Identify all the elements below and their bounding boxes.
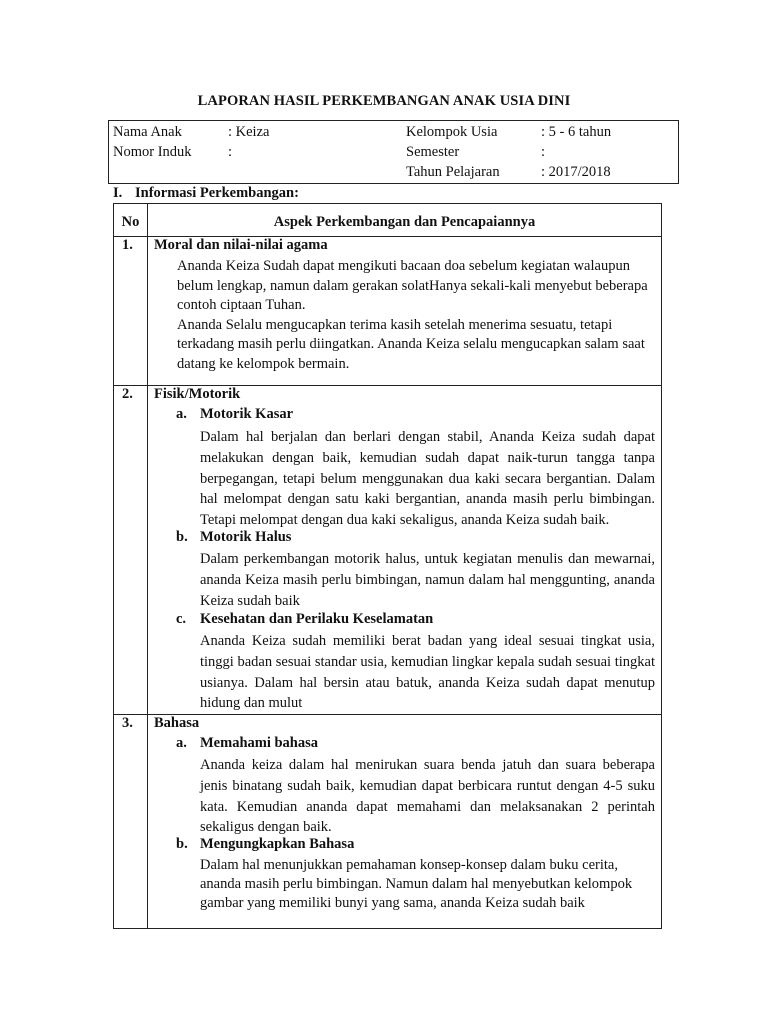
tahun-pelajaran-value: : 2017/2018 [541, 164, 611, 180]
kelompok-usia-label: Kelompok Usia [406, 124, 498, 140]
kelompok-usia-value: : 5 - 6 tahun [541, 124, 612, 140]
row-3a-description: Ananda keiza dalam hal menirukan suara benda jatuh dan suara beberapa jenis binatang sudah baik, kemudian dapat berbicara runtut dengan 4-5 suku kata. Kemudian ananda dapat memahami dan melaksanakan 2 perintah sekaligus dengan baik. [200, 757, 655, 836]
row-1-no: 1. [122, 237, 133, 253]
nomor-induk-label: Nomor Induk [113, 144, 192, 160]
nama-anak-value: : Keiza [228, 124, 270, 140]
row-2b-title [176, 529, 291, 546]
row-2-aspect: Fisik/Motorik [154, 386, 241, 402]
row-2b-description: Dalam perkembangan motorik halus, untuk kegiatan menulis dan mewarnai, ananda Keiza masih perlu bimbingan, namun dalam hal menggunting, ananda Keiza sudah baik [200, 551, 655, 609]
nomor-induk-value: : [228, 144, 233, 160]
row-3b-title-text: Mengungkapkan Bahasa [200, 836, 355, 852]
section-heading [113, 185, 299, 202]
row-2a-description: Dalam hal berjalan dan berlari dengan stabil, Ananda Keiza sudah dapat melakukan dengan baik, kemudian sudah dapat naik-turun tangga tanpa berpegangan, tetapi belum menggunakan dua kaki secara bergantian. Dalam hal melompat dengan satu kaki bergantian, ananda masih perlu bimbingan. Tetapi melompat dengan dua kaki sekaligus, ananda Keiza sudah baik. [200, 429, 655, 529]
section-number: I. [113, 185, 123, 201]
header-aspect: Aspek Perkembangan dan Pencapaiannya [273, 214, 536, 230]
row-3b-title [176, 836, 354, 853]
tahun-pelajaran-label: Tahun Pelajaran [406, 164, 500, 180]
student-info-box [108, 120, 679, 184]
row-3a-title-text: Memahami bahasa [200, 735, 319, 751]
row-2-no: 2. [122, 386, 133, 402]
semester-value: : [541, 144, 546, 160]
column-divider [147, 204, 148, 928]
document-title: LAPORAN HASIL PERKEMBANGAN ANAK USIA DINI [197, 93, 571, 109]
semester-label: Semester [406, 144, 460, 160]
row-2a-letter: a. [176, 406, 187, 422]
section-title-text: Informasi Perkembangan: [135, 185, 299, 201]
row-3-no: 3. [122, 715, 133, 731]
development-table [113, 203, 662, 929]
row-2c-letter: c. [176, 611, 187, 627]
row-3-aspect: Bahasa [154, 715, 200, 731]
row-3b-description: Dalam hal menunjukkan pemahaman konsep-konsep dalam buku cerita, ananda masih perlu bimbingan. Namun dalam hal menyebutkan kelompok gambar yang memiliki bunyi yang sama, ananda Keiza sudah baik [200, 857, 633, 911]
header-no: No [121, 214, 140, 230]
row-1-description: Ananda Keiza Sudah dapat mengikuti bacaan doa sebelum kegiatan walaupun belum lengkap, namun dalam gerakan solatHanya sekali-kali menyebut beberapa contoh ciptaan Tuhan. Ananda Selalu mengucapkan terima kasih setelah menerima sesuatu, tetapi terkadang masih perlu diingatkan. Ananda Keiza selalu mengucapkan salam saat datang ke kelompok bermain. [177, 258, 648, 372]
row-2a-title-text: Motorik Kasar [200, 406, 294, 422]
row-2c-title [176, 611, 433, 628]
row-3b-letter: b. [176, 836, 188, 852]
row-2b-title-text: Motorik Halus [200, 529, 292, 545]
nama-anak-label: Nama Anak [113, 124, 182, 140]
row-2c-description: Ananda Keiza sudah memiliki berat badan yang ideal sesuai tingkat usia, tinggi badan sesuai standar usia, kemudian lingkar kepala sudah sesuai tingkat usianya. Dalam hal bersin atau batuk, ananda Keiza sudah dapat menutup hidung dan mulut [200, 633, 655, 712]
row-2c-title-text: Kesehatan dan Perilaku Keselamatan [200, 611, 434, 627]
row-1-aspect: Moral dan nilai-nilai agama [154, 237, 328, 253]
row-3a-title [176, 735, 318, 752]
row-2a-title [176, 406, 293, 423]
row-2b-letter: b. [176, 529, 188, 545]
row-3a-letter: a. [176, 735, 187, 751]
